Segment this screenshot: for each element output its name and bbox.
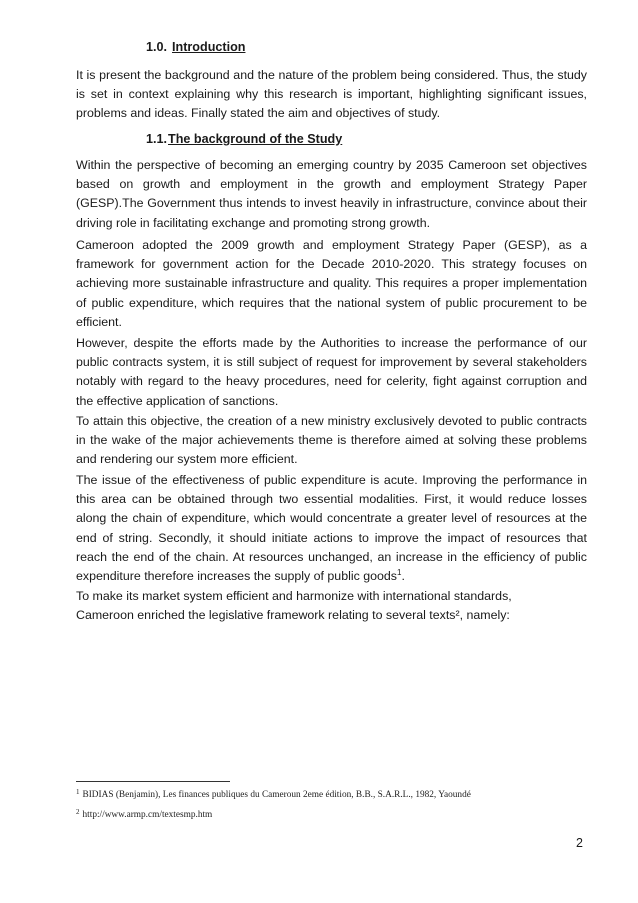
footnote-separator xyxy=(76,781,230,782)
footnote-ref-1: 1 xyxy=(396,567,402,577)
effectiveness-end: . xyxy=(401,569,405,584)
paragraph-gesp-adoption: Cameroon adopted the 2009 growth and employment Strategy Paper (GESP), as a framework for government action for the Decade 2010-2020. This strategy focuses on achieving more sustainable infrastructure and quality. This requires a proper implementation of public expenditure, which requires that the national system of public procurement to be efficient. xyxy=(76,238,587,329)
paragraph-authorities-efforts: However, despite the efforts made by the Authorities to increase the performance of our public contracts system, it is still subject of request for improvement by several stakeholders notably with regard to the heavy procedures, need for celerity, fight against corruption and the effective application of sanctions. xyxy=(76,336,587,408)
footnote-marker: 2 xyxy=(76,808,80,816)
section-heading-background xyxy=(146,132,342,146)
paragraph-market-system xyxy=(76,587,587,625)
subsection-title: The background of the Study xyxy=(168,132,343,146)
market-line-1: To make its market system efficient and harmonize with international standards, xyxy=(76,589,512,603)
subsection-number: 1.1. xyxy=(146,132,168,146)
section-heading-introduction xyxy=(146,40,245,54)
intro-paragraph: It is present the background and the nature of the problem being considered. Thus, the study is set in context explaining why this research is important, highlighting significant issues, problems and ideas. Finally stated the aim and objectives of study. xyxy=(76,68,587,121)
paragraph-effectiveness xyxy=(76,471,587,586)
footnote-marker: 1 xyxy=(76,788,80,796)
paragraph-emerging-country: Within the perspective of becoming an emerging country by 2035 Cameroon set objectives based on growth and employment in the growth and employment Strategy Paper (GESP).The Government thus intends to invest heavily in infrastructure, convince about their driving role in facilitating exchange and promoting strong growth. xyxy=(76,158,587,230)
page-number: 2 xyxy=(576,836,583,850)
effectiveness-text: The issue of the effectiveness of public expenditure is acute. Improving the performance in this area can be obtained through two essential modalities. First, it would reduce losses along the chain of expenditure, which would concentrate a greater level of resources at the end of string. Secondly, it should initiate actions to improve the impact of resources that reach the end of the chain. At resources unchanged, an increase in the efficiency of public expenditure therefore increases the supply of public goods xyxy=(76,473,587,584)
footnote-link[interactable]: http://www.armp.cm/textesmp.htm xyxy=(82,810,213,820)
footnote-text: BIDIAS (Benjamin), Les finances publiques du Cameroun 2eme édition, B.B., S.A.R.L., 1982, Yaoundé xyxy=(82,790,471,800)
market-line-2: Cameroon enriched the legislative framework relating to several texts², namely: xyxy=(76,608,510,623)
section-title: Introduction xyxy=(172,40,246,54)
paragraph-new-ministry: To attain this objective, the creation of a new ministry exclusively devoted to public contracts in the wake of the major achievements theme is therefore aimed at solving these problems and rendering our system more efficient. xyxy=(76,414,587,467)
footnote-2 xyxy=(76,810,212,820)
section-number: 1.0. xyxy=(146,40,168,54)
footnote-1 xyxy=(76,790,471,800)
